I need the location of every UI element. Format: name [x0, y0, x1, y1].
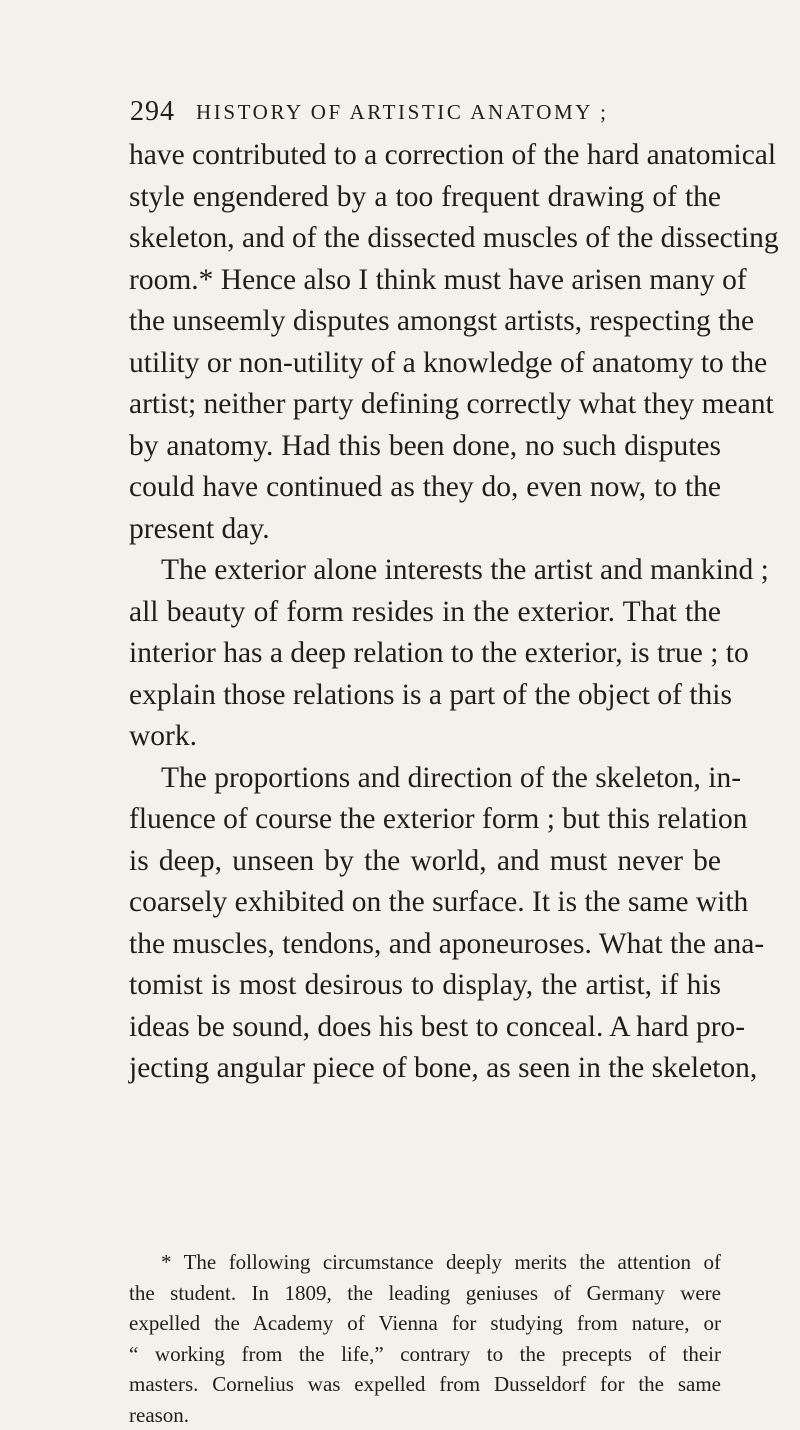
footnote-line: expelled the Academy of Vienna for studying from nature, or — [129, 1308, 721, 1339]
body-line: is deep, unseen by the world, and must never be — [129, 841, 721, 883]
body-line: the unseemly disputes amongst artists, respecting the — [129, 301, 721, 343]
body-line: ideas be sound, does his best to conceal. A hard pro- — [129, 1007, 721, 1049]
body-line: could have continued as they do, even now, to the — [129, 467, 721, 509]
paragraph-start-line: The exterior alone interests the artist and mankind ; — [129, 550, 721, 592]
footnote-line: the student. In 1809, the leading geniuses of Germany were — [129, 1278, 721, 1309]
body-line: room.* Hence also I think must have arisen many of — [129, 260, 721, 302]
body-text — [129, 135, 721, 1090]
body-line: tomist is most desirous to display, the artist, if his — [129, 965, 721, 1007]
body-line: by anatomy. Had this been done, no such disputes — [129, 426, 721, 468]
body-line: style engendered by a too frequent drawing of the — [129, 177, 721, 219]
body-line: utility or non-utility of a knowledge of anatomy to the — [129, 343, 721, 385]
body-line: jecting angular piece of bone, as seen in the skeleton, — [129, 1048, 721, 1090]
body-line: explain those relations is a part of the object of this — [129, 675, 721, 717]
body-line: all beauty of form resides in the exterior. That the — [129, 592, 721, 634]
page-number: 294 — [130, 96, 175, 128]
footnote-line: “ working from the life,” contrary to the precepts of their — [129, 1339, 721, 1370]
body-line: skeleton, and of the dissected muscles of the dissecting — [129, 218, 721, 260]
body-line: present day. — [129, 509, 721, 551]
paragraph-start-line: The proportions and direction of the skeleton, in- — [129, 758, 721, 800]
footnote-line: masters. Cornelius was expelled from Dusseldorf for the same — [129, 1369, 721, 1400]
body-line: artist; neither party defining correctly what they meant — [129, 384, 721, 426]
body-line: have contributed to a correction of the hard anatomical — [129, 135, 721, 177]
body-line: the muscles, tendons, and aponeuroses. What the ana- — [129, 924, 721, 966]
footnote-line: * The following circumstance deeply merits the attention of — [129, 1247, 721, 1278]
body-line: coarsely exhibited on the surface. It is the same with — [129, 882, 721, 924]
body-line: fluence of course the exterior form ; but this relation — [129, 799, 721, 841]
body-line: work. — [129, 716, 721, 758]
footnote-line: reason. — [129, 1400, 721, 1430]
page-header — [0, 90, 800, 130]
footnote — [129, 1247, 721, 1430]
body-line: interior has a deep relation to the exterior, is true ; to — [129, 633, 721, 675]
running-head: HISTORY OF ARTISTIC ANATOMY ; — [196, 100, 609, 125]
